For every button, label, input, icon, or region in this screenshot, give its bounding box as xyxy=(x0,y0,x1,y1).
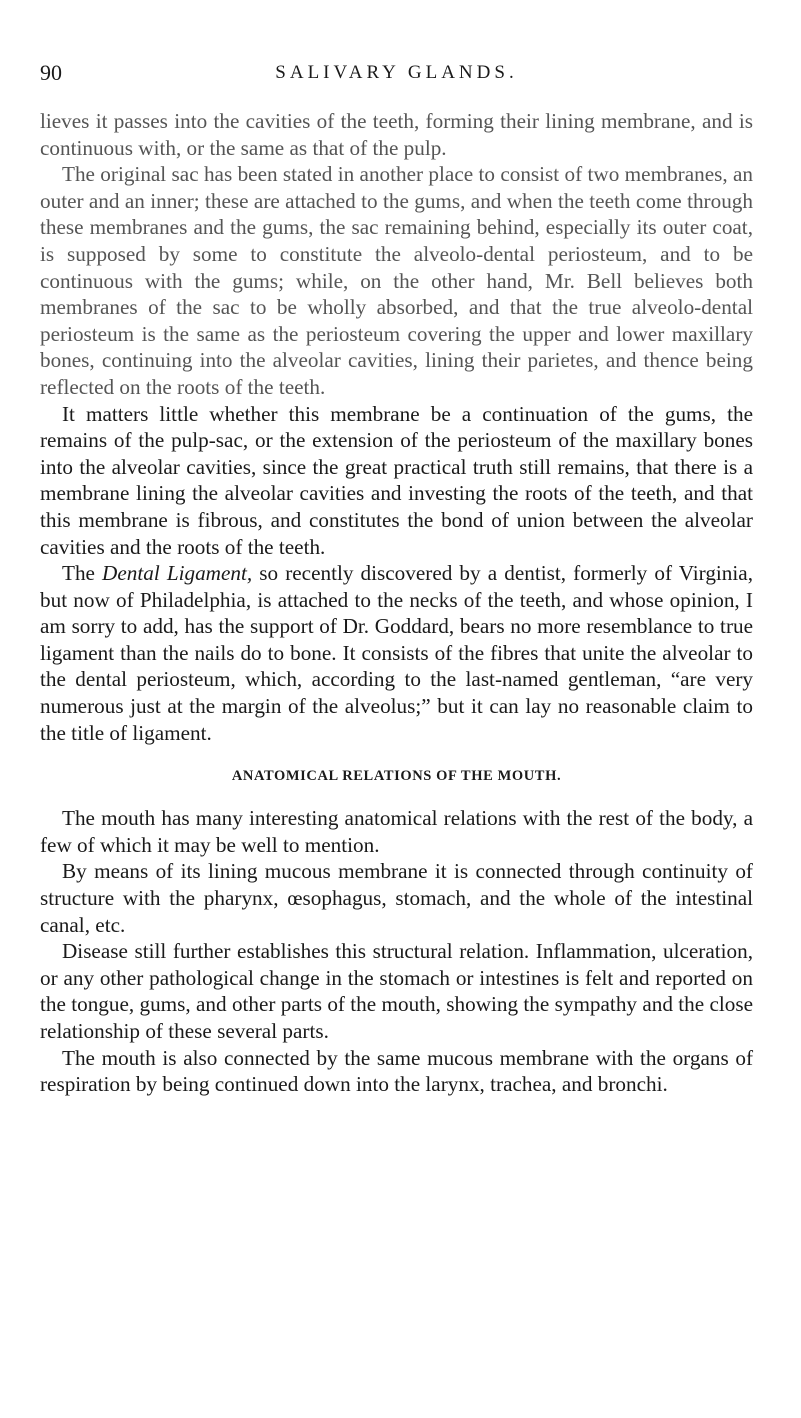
paragraph-dental-ligament xyxy=(40,560,753,746)
running-title: SALIVARY GLANDS. xyxy=(275,62,518,83)
dental-ligament-lead: The xyxy=(62,561,103,586)
section-heading: ANATOMICAL RELATIONS OF THE MOUTH. xyxy=(231,768,562,785)
book-page xyxy=(40,48,753,1098)
dental-ligament-rest: so recently discovered by a dentist, formerly of Virginia, but now of Philadelphia, is attached to the necks of the teeth, and whose opinion, I am sorry to add, has the support of Dr. Goddard, bears no more resemblance to true ligament than the nails do to bone. It consists of the fibres that unite the alveolar to the dental periosteum, which, according to the last-named gentleman, “are very numerous just at the margin of the alveolus;” but it can lay no reasonable claim to the title of ligament. xyxy=(40,561,753,745)
paragraph-continuation: lieves it passes into the cavities of the teeth, forming their lining membrane, and is continuous with, or the same as that of the pulp. xyxy=(40,109,753,160)
paragraph-mucous-membrane: By means of its lining mucous membrane it is connected through continuity of structure with the pharynx, œsophagus, stomach, and the whole of the intestinal canal, etc. xyxy=(40,859,753,937)
paragraph-respiration: The mouth is also connected by the same mucous membrane with the organs of respiration by being continued down into the larynx, trachea, and bronchi. xyxy=(40,1045,753,1097)
paragraph-disease: Disease still further establishes this structural relation. Inflammation, ulceration, or any other pathological change in the stomach or intestines is felt and reported on the tongue, gums, and other parts of the mouth, showing the sympathy and the close relationship of these several parts. xyxy=(40,939,753,1043)
running-head xyxy=(40,48,753,88)
dental-ligament-term: Dental Ligament, xyxy=(102,561,253,586)
page-number: 90 xyxy=(40,60,62,85)
paragraph-mouth-relations: The mouth has many interesting anatomical relations with the rest of the body, a few of which it may be well to mention. xyxy=(40,806,753,857)
body-text xyxy=(40,108,753,1098)
paragraph-original-sac: The original sac has been stated in another place to consist of two membranes, an outer and an inner; these are attached to the gums, and when the teeth come through these membranes and the gums, the sac remaining behind, especially its outer coat, is supposed by some to constitute the alveolo-dental periosteum, and to be continuous with the gums; while, on the other hand, Mr. Bell believes both membranes of the sac to be wholly absorbed, and that the true alveolo-dental periosteum is the same as the periosteum covering the upper and lower maxillary bones, continuing into the alveolar cavities, lining their parietes, and thence being reflected on the roots of the teeth. xyxy=(40,162,753,399)
paragraph-membrane-continuation: It matters little whether this membrane be a continuation of the gums, the remains of the pulp-sac, or the extension of the periosteum of the maxillary bones into the alveolar cavities, since the great practical truth still remains, that there is a membrane lining the alveolar cavities and investing the roots of the teeth, and that this membrane is fibrous, and constitutes the bond of union between the alveolar cavities and the roots of the teeth. xyxy=(40,401,753,559)
